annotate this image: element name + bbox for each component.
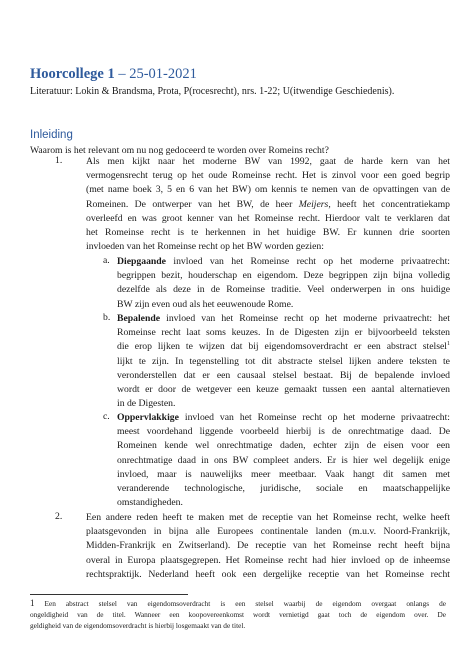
paragraph-line: rechtspraktijk. Nederland heeft ook een dergelijke receptie van het Romeinse recht bbox=[86, 568, 450, 580]
line-text: invloed van het Romeinse recht op het moderne privaatrecht: bbox=[165, 256, 450, 267]
paragraph-line: Een andere reden heeft te maken met de receptie van het Romeinse recht, welke heeft bbox=[86, 512, 450, 523]
sub-letter: b. bbox=[103, 312, 111, 323]
paragraph-line: onrechtmatige daad in ons BW compleet anders. Er is hier wel degelijk enige bbox=[117, 454, 450, 466]
paragraph-line: Romeinen kende wel onrechtmatige daden, echter zijn de eisen voor een bbox=[117, 440, 450, 452]
line-text: Romeinen. De ontwerper van het BW, de heer bbox=[86, 198, 299, 210]
paragraph-line: veronderstellen dat er een causaal stelsel bestaat. Bij de bepalende invloed bbox=[117, 369, 450, 381]
literature-line: Literatuur: Lokin & Brandsma, Prota, P(rocesrecht), nrs. 1-22; U(itwendige Geschiedenis). bbox=[30, 86, 395, 97]
footnote bbox=[30, 598, 446, 631]
footnote-mark: 1 bbox=[30, 598, 35, 608]
paragraph-line: veranderende technologische, juridische, sociale en maatschappelijke bbox=[117, 482, 450, 494]
paragraph-line: overleefd en was groot kenner van het Romeinse recht. Hierdoor valt te verklaren dat bbox=[86, 212, 450, 224]
paragraph-line: invloeden van het Romeinse recht op het BW worden gezien: bbox=[86, 241, 324, 253]
paragraph-line bbox=[86, 198, 450, 212]
paragraph-line bbox=[117, 411, 450, 425]
paragraph-line: begrippen bezit, houderschap en eigendom. Deze begrippen zijn bijna volledig bbox=[117, 270, 450, 282]
footnote-line: geldigheid van de eigendomsoverdracht is hierbij losgemaakt van de titel. bbox=[30, 621, 246, 630]
section-heading: Inleiding bbox=[30, 129, 73, 141]
paragraph-line: vermogensrecht terug op het oude Romeinse recht. Het is zinvol voor een goed begrip bbox=[86, 170, 450, 182]
paragraph-line: Romeinse recht laat soms keuzes. In de Digesten zijn er bijvoorbeeld teksten bbox=[117, 327, 450, 339]
name-italic: Meijers bbox=[298, 198, 329, 210]
title-date: – 25-01-2021 bbox=[114, 66, 197, 82]
bold-term: Diepgaande bbox=[117, 256, 166, 267]
line-text: invloed van het Romeinse recht op het moderne privaatrecht: het bbox=[160, 313, 450, 324]
paragraph-line: overal in Europa plaatsgegrepen. Het Romeinse recht had hier invloed op de inheemse bbox=[86, 554, 450, 566]
paragraph-line: meest voordehand liggende voorbeeld hierbij is de onrechtmatige daad. De bbox=[117, 426, 450, 438]
paragraph-line: Als men kijkt naar het moderne BW van 1992, gaat de harde kern van het bbox=[86, 156, 450, 167]
title-bold: Hoorcollege 1 bbox=[30, 66, 115, 82]
sub-letter: a. bbox=[103, 255, 110, 266]
page-title bbox=[30, 66, 450, 83]
paragraph-line: lijkt te zijn. In tegenstelling tot dit abstracte stelsel lijken andere teksten te bbox=[117, 355, 450, 367]
sub-letter: c. bbox=[103, 411, 110, 422]
paragraph-line bbox=[117, 340, 450, 354]
paragraph-line: plaatsgevonden in bijna alle Europees continentale landen (m.u.v. Noord-Frankrijk, bbox=[86, 526, 450, 538]
footnote-ref[interactable]: 1 bbox=[447, 341, 450, 348]
line-text: Een abstract stelsel van eigendomsoverdracht is een stelsel waarbij de eigendom overgaat onlangs de bbox=[34, 599, 446, 608]
paragraph-line: (met name boek 3, 5 en 6 van het BW) om kennis te nemen van de opvattingen van de bbox=[86, 184, 450, 196]
paragraph-line: in de Digesten. bbox=[117, 398, 176, 410]
section-question: Waarom is het relevant om nu nog gedoceerd te worden over Romeins recht? bbox=[30, 145, 329, 156]
footnote-line: ongeldigheid van de titel. Wanneer een koopovereenkomst wordt vernietigd gaat toch de eigendom over. De bbox=[30, 610, 446, 619]
bold-term: Bepalende bbox=[117, 313, 161, 324]
bold-term: Oppervlakkige bbox=[117, 412, 179, 423]
list-number: 2. bbox=[55, 511, 63, 522]
paragraph-line: omstandigheden. bbox=[117, 497, 183, 509]
paragraph-line bbox=[117, 312, 450, 326]
list-number: 1. bbox=[55, 155, 63, 166]
paragraph-line: wordt er door de wetgever een keuze gemaakt tussen een aantal alternatieven bbox=[117, 383, 450, 395]
paragraph-line: het Romeinse recht is te herkennen in het huidige BW. Er kunnen drie soorten bbox=[86, 226, 450, 238]
line-text: invloed van het Romeinse recht op het moderne privaatrecht: bbox=[178, 412, 450, 423]
line-text: die erop lijken te wijzen dat bij eigendomsoverdracht er een abstract stelsel bbox=[117, 341, 447, 353]
line-text: , heeft het concentratiekamp bbox=[328, 198, 450, 210]
paragraph-line: invloed, maar is nauwelijks meer meetbaar. Vaak hangt dit samen met bbox=[117, 468, 450, 480]
paragraph-line: dezelfde als deze in de Romeinse traditie. Veel onderwerpen in ons huidige bbox=[117, 284, 450, 296]
paragraph-line: Midden-Frankrijk en Zwitserland). De receptie van het Romeinse recht heeft bijna bbox=[86, 540, 450, 552]
paragraph-line bbox=[117, 255, 450, 269]
footnote-line bbox=[30, 598, 446, 609]
footnote-divider bbox=[30, 594, 188, 595]
paragraph-line: BW zijn even oud als het eeuwenoude Rome. bbox=[117, 298, 294, 310]
